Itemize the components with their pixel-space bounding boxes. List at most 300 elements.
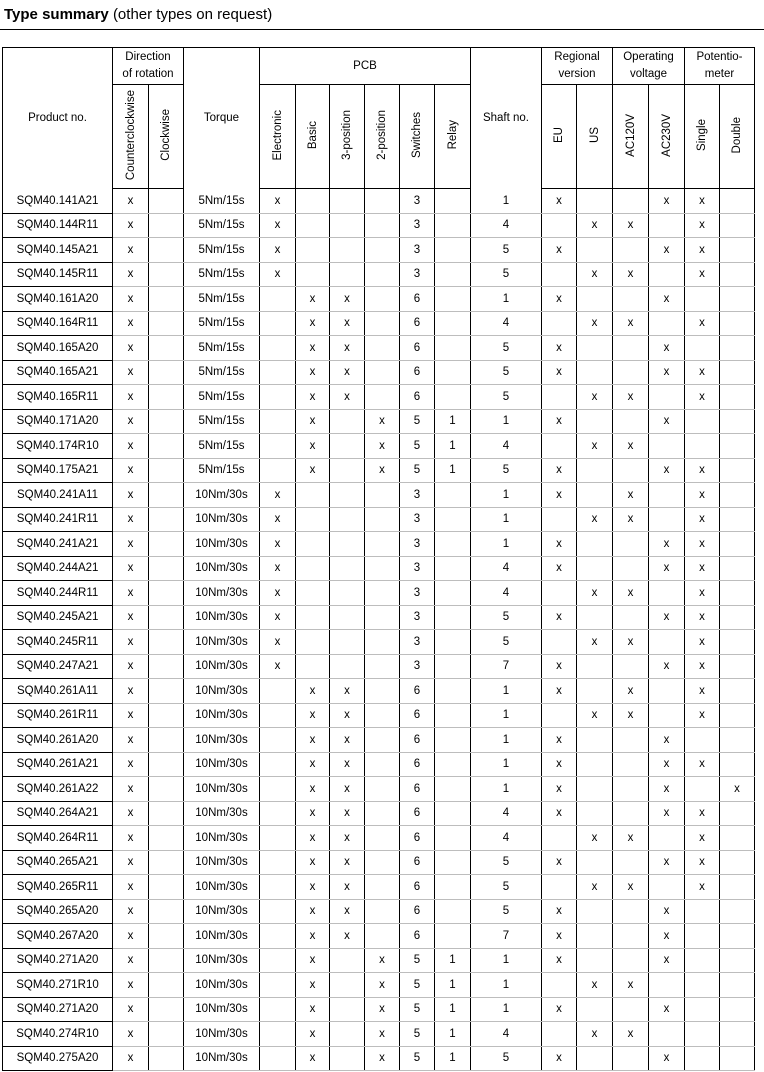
us-cell: [577, 801, 613, 826]
3-position-cell: [330, 581, 365, 606]
counterclockwise-cell: x: [113, 311, 149, 336]
double-cell: [720, 948, 755, 973]
double-cell: [720, 385, 755, 410]
switches-cell: 6: [400, 728, 435, 753]
relay-cell: [435, 654, 471, 679]
double-cell: [720, 189, 755, 214]
3-position-cell: x: [330, 826, 365, 851]
electronic-cell: [260, 1022, 296, 1047]
us-cell: [577, 997, 613, 1022]
ac120v-cell: [613, 850, 649, 875]
switches-cell: 3: [400, 581, 435, 606]
counterclockwise-cell: x: [113, 973, 149, 998]
counterclockwise-cell: x: [113, 336, 149, 361]
us-cell: x: [577, 311, 613, 336]
torque-cell: 10Nm/30s: [184, 630, 260, 655]
clockwise-cell: [149, 630, 184, 655]
relay-cell: [435, 605, 471, 630]
electronic-cell: x: [260, 189, 296, 214]
3-position-cell: x: [330, 899, 365, 924]
double-cell: [720, 409, 755, 434]
counterclockwise-cell: x: [113, 924, 149, 949]
ac120v-cell: [613, 532, 649, 557]
table-body: [3, 189, 755, 1071]
3-position-cell: [330, 605, 365, 630]
product-no-cell: SQM40.267A20: [3, 924, 113, 949]
clockwise-cell: [149, 1046, 184, 1071]
clockwise-cell: [149, 801, 184, 826]
us-cell: [577, 556, 613, 581]
ac230v-cell: x: [649, 801, 685, 826]
basic-cell: x: [296, 360, 330, 385]
switches-cell: 6: [400, 703, 435, 728]
electronic-cell: [260, 948, 296, 973]
eu-cell: x: [542, 728, 577, 753]
shaft-no-cell: 5: [471, 238, 542, 263]
ac230v-cell: [649, 262, 685, 287]
header-switches: [400, 85, 435, 189]
single-cell: [685, 924, 720, 949]
ac230v-cell: x: [649, 336, 685, 361]
clockwise-cell: [149, 409, 184, 434]
eu-cell: x: [542, 336, 577, 361]
basic-cell: x: [296, 434, 330, 459]
basic-cell: [296, 532, 330, 557]
table-row: [3, 385, 755, 410]
us-cell: [577, 360, 613, 385]
table-row: [3, 581, 755, 606]
product-no-cell: SQM40.271A20: [3, 948, 113, 973]
torque-cell: 5Nm/15s: [184, 385, 260, 410]
relay-cell: [435, 899, 471, 924]
double-cell: [720, 336, 755, 361]
product-no-cell: SQM40.241R11: [3, 507, 113, 532]
torque-cell: 5Nm/15s: [184, 336, 260, 361]
table-row: [3, 483, 755, 508]
double-cell: [720, 360, 755, 385]
basic-cell: x: [296, 1022, 330, 1047]
header-electronic: [260, 85, 296, 189]
us-cell: x: [577, 262, 613, 287]
torque-cell: 5Nm/15s: [184, 360, 260, 385]
eu-cell: x: [542, 532, 577, 557]
2-position-cell: [365, 875, 400, 900]
basic-cell: x: [296, 899, 330, 924]
eu-cell: x: [542, 189, 577, 214]
ac120v-cell: x: [613, 826, 649, 851]
header-ac120v-label: AC120V: [624, 113, 637, 157]
product-no-cell: SQM40.161A20: [3, 287, 113, 312]
3-position-cell: [330, 973, 365, 998]
ac120v-cell: [613, 924, 649, 949]
switches-cell: 5: [400, 409, 435, 434]
ac120v-cell: [613, 238, 649, 263]
basic-cell: x: [296, 679, 330, 704]
eu-cell: [542, 434, 577, 459]
torque-cell: 10Nm/30s: [184, 801, 260, 826]
relay-cell: [435, 189, 471, 214]
title-divider: [0, 29, 764, 30]
relay-cell: [435, 703, 471, 728]
product-no-cell: SQM40.165R11: [3, 385, 113, 410]
clockwise-cell: [149, 238, 184, 263]
ac230v-cell: [649, 483, 685, 508]
torque-cell: 5Nm/15s: [184, 189, 260, 214]
switches-cell: 5: [400, 1022, 435, 1047]
eu-cell: [542, 262, 577, 287]
double-cell: [720, 997, 755, 1022]
2-position-cell: x: [365, 1046, 400, 1071]
torque-cell: 10Nm/30s: [184, 973, 260, 998]
3-position-cell: x: [330, 728, 365, 753]
type-summary-table: [2, 47, 755, 1071]
ac230v-cell: x: [649, 948, 685, 973]
table-row: [3, 875, 755, 900]
2-position-cell: [365, 605, 400, 630]
ac230v-cell: x: [649, 1046, 685, 1071]
double-cell: [720, 605, 755, 630]
3-position-cell: x: [330, 287, 365, 312]
single-cell: x: [685, 850, 720, 875]
ac230v-cell: [649, 213, 685, 238]
single-cell: x: [685, 507, 720, 532]
table-row: [3, 899, 755, 924]
basic-cell: x: [296, 826, 330, 851]
header-counterclockwise: [113, 85, 149, 189]
table-row: [3, 556, 755, 581]
counterclockwise-cell: x: [113, 1046, 149, 1071]
eu-cell: x: [542, 287, 577, 312]
clockwise-cell: [149, 703, 184, 728]
3-position-cell: x: [330, 703, 365, 728]
eu-cell: x: [542, 238, 577, 263]
ac120v-cell: [613, 556, 649, 581]
shaft-no-cell: 1: [471, 777, 542, 802]
product-no-cell: SQM40.244R11: [3, 581, 113, 606]
ac120v-cell: [613, 654, 649, 679]
us-cell: [577, 728, 613, 753]
ac230v-cell: x: [649, 287, 685, 312]
counterclockwise-cell: x: [113, 997, 149, 1022]
torque-cell: 5Nm/15s: [184, 409, 260, 434]
basic-cell: x: [296, 311, 330, 336]
electronic-cell: [260, 311, 296, 336]
switches-cell: 6: [400, 777, 435, 802]
eu-cell: x: [542, 997, 577, 1022]
ac230v-cell: [649, 581, 685, 606]
ac230v-cell: x: [649, 997, 685, 1022]
electronic-cell: [260, 850, 296, 875]
eu-cell: [542, 311, 577, 336]
relay-cell: [435, 262, 471, 287]
product-no-cell: SQM40.275A20: [3, 1046, 113, 1071]
2-position-cell: x: [365, 997, 400, 1022]
us-cell: [577, 532, 613, 557]
relay-cell: [435, 581, 471, 606]
us-cell: x: [577, 630, 613, 655]
basic-cell: [296, 483, 330, 508]
3-position-cell: x: [330, 385, 365, 410]
torque-cell: 10Nm/30s: [184, 605, 260, 630]
header-us: [577, 85, 613, 189]
electronic-cell: [260, 1046, 296, 1071]
clockwise-cell: [149, 287, 184, 312]
header-us-label: US: [588, 127, 601, 143]
torque-cell: 10Nm/30s: [184, 850, 260, 875]
single-cell: x: [685, 311, 720, 336]
eu-cell: [542, 630, 577, 655]
counterclockwise-cell: x: [113, 801, 149, 826]
torque-cell: 10Nm/30s: [184, 777, 260, 802]
product-no-cell: SQM40.141A21: [3, 189, 113, 214]
header-single: [685, 85, 720, 189]
relay-cell: [435, 875, 471, 900]
eu-cell: x: [542, 924, 577, 949]
table-row: [3, 1046, 755, 1071]
3-position-cell: x: [330, 679, 365, 704]
basic-cell: [296, 213, 330, 238]
basic-cell: [296, 581, 330, 606]
eu-cell: x: [542, 899, 577, 924]
header-ac230v-label: AC230V: [660, 113, 673, 157]
shaft-no-cell: 4: [471, 556, 542, 581]
torque-cell: 10Nm/30s: [184, 483, 260, 508]
product-no-cell: SQM40.261A11: [3, 679, 113, 704]
basic-cell: x: [296, 850, 330, 875]
relay-cell: [435, 826, 471, 851]
ac120v-cell: [613, 360, 649, 385]
shaft-no-cell: 1: [471, 532, 542, 557]
single-cell: x: [685, 581, 720, 606]
shaft-no-cell: 4: [471, 1022, 542, 1047]
single-cell: [685, 973, 720, 998]
torque-cell: 10Nm/30s: [184, 581, 260, 606]
electronic-cell: [260, 997, 296, 1022]
3-position-cell: [330, 458, 365, 483]
3-position-cell: x: [330, 777, 365, 802]
basic-cell: [296, 556, 330, 581]
single-cell: x: [685, 654, 720, 679]
ac120v-cell: [613, 777, 649, 802]
header-double: [720, 85, 755, 189]
shaft-no-cell: 4: [471, 434, 542, 459]
product-no-cell: SQM40.164R11: [3, 311, 113, 336]
double-cell: [720, 973, 755, 998]
clockwise-cell: [149, 360, 184, 385]
ac230v-cell: x: [649, 654, 685, 679]
electronic-cell: [260, 924, 296, 949]
torque-cell: 10Nm/30s: [184, 654, 260, 679]
shaft-no-cell: 5: [471, 850, 542, 875]
double-cell: [720, 213, 755, 238]
product-no-cell: SQM40.241A11: [3, 483, 113, 508]
clockwise-cell: [149, 458, 184, 483]
torque-cell: 5Nm/15s: [184, 434, 260, 459]
product-no-cell: SQM40.274R10: [3, 1022, 113, 1047]
electronic-cell: [260, 360, 296, 385]
switches-cell: 6: [400, 801, 435, 826]
single-cell: x: [685, 826, 720, 851]
header-clockwise: [149, 85, 184, 189]
counterclockwise-cell: x: [113, 875, 149, 900]
basic-cell: [296, 605, 330, 630]
3-position-cell: x: [330, 850, 365, 875]
double-cell: [720, 654, 755, 679]
header-potentiometer: [685, 48, 755, 85]
clockwise-cell: [149, 532, 184, 557]
single-cell: [685, 287, 720, 312]
double-cell: [720, 924, 755, 949]
ac230v-cell: [649, 703, 685, 728]
switches-cell: 3: [400, 238, 435, 263]
shaft-no-cell: 5: [471, 630, 542, 655]
product-no-cell: SQM40.265R11: [3, 875, 113, 900]
us-cell: x: [577, 581, 613, 606]
single-cell: x: [685, 605, 720, 630]
single-cell: [685, 997, 720, 1022]
2-position-cell: [365, 826, 400, 851]
table-row: [3, 262, 755, 287]
double-cell: [720, 679, 755, 704]
header-relay-label: Relay: [446, 120, 459, 150]
product-no-cell: SQM40.245A21: [3, 605, 113, 630]
table-row: [3, 409, 755, 434]
electronic-cell: [260, 703, 296, 728]
product-no-cell: SQM40.261A20: [3, 728, 113, 753]
shaft-no-cell: 1: [471, 728, 542, 753]
relay-cell: [435, 507, 471, 532]
2-position-cell: [365, 213, 400, 238]
table-row: [3, 238, 755, 263]
clockwise-cell: [149, 434, 184, 459]
relay-cell: [435, 630, 471, 655]
torque-cell: 5Nm/15s: [184, 287, 260, 312]
electronic-cell: [260, 973, 296, 998]
single-cell: x: [685, 213, 720, 238]
ac120v-cell: [613, 189, 649, 214]
ac120v-cell: [613, 409, 649, 434]
2-position-cell: [365, 630, 400, 655]
ac230v-cell: x: [649, 189, 685, 214]
table-row: [3, 213, 755, 238]
header-clockwise-label: Clockwise: [160, 109, 172, 161]
single-cell: [685, 1022, 720, 1047]
us-cell: [577, 948, 613, 973]
counterclockwise-cell: x: [113, 409, 149, 434]
product-no-cell: SQM40.265A21: [3, 850, 113, 875]
basic-cell: x: [296, 336, 330, 361]
header-eu-label: EU: [553, 127, 565, 143]
ac230v-cell: x: [649, 556, 685, 581]
switches-cell: 3: [400, 262, 435, 287]
double-cell: [720, 1022, 755, 1047]
header-basic: [296, 85, 330, 189]
switches-cell: 3: [400, 213, 435, 238]
us-cell: [577, 752, 613, 777]
eu-cell: x: [542, 850, 577, 875]
eu-cell: x: [542, 801, 577, 826]
relay-cell: 1: [435, 973, 471, 998]
double-cell: [720, 532, 755, 557]
double-cell: [720, 458, 755, 483]
ac230v-cell: [649, 434, 685, 459]
clockwise-cell: [149, 924, 184, 949]
us-cell: [577, 238, 613, 263]
3-position-cell: [330, 532, 365, 557]
us-cell: x: [577, 826, 613, 851]
relay-cell: [435, 801, 471, 826]
torque-cell: 5Nm/15s: [184, 311, 260, 336]
counterclockwise-cell: x: [113, 556, 149, 581]
2-position-cell: [365, 238, 400, 263]
electronic-cell: [260, 826, 296, 851]
switches-cell: 3: [400, 654, 435, 679]
relay-cell: [435, 777, 471, 802]
header-voltage-line1: Operating: [623, 51, 674, 63]
relay-cell: [435, 360, 471, 385]
shaft-no-cell: 5: [471, 336, 542, 361]
switches-cell: 3: [400, 532, 435, 557]
electronic-cell: x: [260, 581, 296, 606]
switches-cell: 3: [400, 556, 435, 581]
shaft-no-cell: 4: [471, 311, 542, 336]
double-cell: [720, 728, 755, 753]
us-cell: [577, 409, 613, 434]
clockwise-cell: [149, 581, 184, 606]
switches-cell: 3: [400, 507, 435, 532]
header-regional-line1: Regional: [554, 51, 600, 63]
torque-cell: 10Nm/30s: [184, 924, 260, 949]
counterclockwise-cell: x: [113, 679, 149, 704]
shaft-no-cell: 1: [471, 997, 542, 1022]
2-position-cell: x: [365, 1022, 400, 1047]
single-cell: x: [685, 189, 720, 214]
torque-cell: 10Nm/30s: [184, 1022, 260, 1047]
clockwise-cell: [149, 875, 184, 900]
electronic-cell: x: [260, 556, 296, 581]
basic-cell: x: [296, 801, 330, 826]
electronic-cell: x: [260, 532, 296, 557]
us-cell: x: [577, 973, 613, 998]
switches-cell: 3: [400, 630, 435, 655]
ac230v-cell: x: [649, 850, 685, 875]
single-cell: [685, 336, 720, 361]
relay-cell: [435, 556, 471, 581]
table-row: [3, 336, 755, 361]
single-cell: [685, 777, 720, 802]
relay-cell: [435, 287, 471, 312]
ac230v-cell: [649, 630, 685, 655]
single-cell: [685, 409, 720, 434]
3-position-cell: x: [330, 311, 365, 336]
table-row: [3, 360, 755, 385]
counterclockwise-cell: x: [113, 360, 149, 385]
switches-cell: 5: [400, 1046, 435, 1071]
eu-cell: [542, 213, 577, 238]
2-position-cell: x: [365, 948, 400, 973]
header-voltage-line2: voltage: [629, 68, 668, 80]
ac120v-cell: x: [613, 262, 649, 287]
ac120v-cell: x: [613, 213, 649, 238]
relay-cell: [435, 238, 471, 263]
clockwise-cell: [149, 997, 184, 1022]
relay-cell: 1: [435, 458, 471, 483]
switches-cell: 5: [400, 434, 435, 459]
torque-cell: 10Nm/30s: [184, 997, 260, 1022]
basic-cell: x: [296, 752, 330, 777]
table-row: [3, 458, 755, 483]
basic-cell: x: [296, 1046, 330, 1071]
